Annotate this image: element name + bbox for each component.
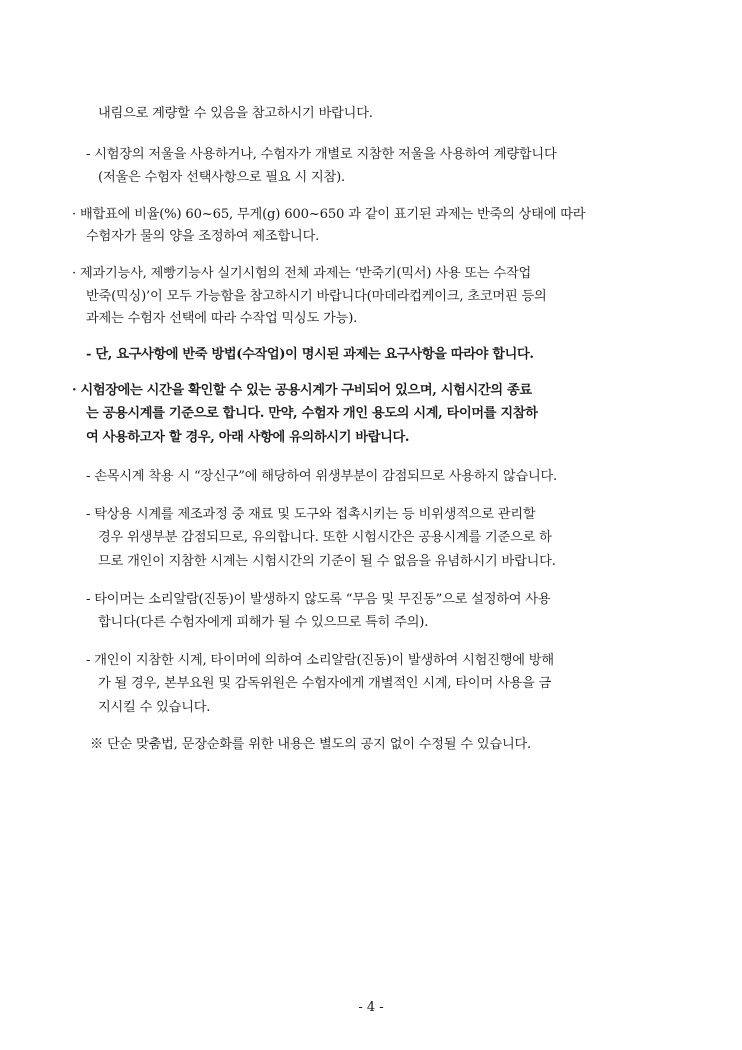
clock-bullet-line-3: 여 사용하고자 할 경우, 아래 사항에 유의하시기 바랍니다. xyxy=(86,430,410,445)
timer-dash-line-1: - 타이머는 소리알람(진동)이 발생하지 않도록 “무음 및 무진동”으로 설정하여 사용 xyxy=(86,592,551,607)
continuation-line: 내림으로 계량할 수 있음을 참고하시기 바랍니다. xyxy=(98,106,373,121)
alarm-dash-line-1: - 개인이 지참한 시계, 타이머에 의하여 소리알람(진동)이 발생하여 시험진행에 방해 xyxy=(86,653,554,668)
mixer-bullet-line-1: · 제과기능사, 제빵기능사 실기시험의 전체 과제는 ‘반죽기(믹서) 사용 또는 수작업 xyxy=(72,266,532,281)
alarm-dash-line-2: 가 될 경우, 본부요원 및 감독위원은 수험자에게 개별적인 시계, 타이머 사용을 금 xyxy=(98,676,552,691)
timer-dash-line-2: 합니다(다른 수험자에게 피해가 될 수 있으므로 특히 주의). xyxy=(98,615,429,630)
tabletop-dash-line-1: - 탁상용 시계를 제조과정 중 재료 및 도구와 접촉시키는 등 비위생적으로 관리할 xyxy=(86,507,536,522)
scale-dash-line-2: (저울은 수험자 선택사항으로 필요 시 지참). xyxy=(98,170,346,185)
scale-dash-line-1: - 시험장의 저울을 사용하거나, 수험자가 개별로 지참한 저울을 사용하여 계량합니다 xyxy=(86,147,557,162)
page-number: - 4 - xyxy=(358,1000,384,1015)
watch-dash-line: - 손목시계 착용 시 “장신구”에 해당하여 위생부분이 감점되므로 사용하지 않습니다. xyxy=(86,469,558,484)
alarm-dash-line-3: 지시킬 수 있습니다. xyxy=(98,700,211,715)
tabletop-dash-line-2: 경우 위생부분 감점되므로, 유의합니다. 또한 시험시간은 공용시계를 기준으로 하 xyxy=(98,530,552,545)
mixer-bullet-line-3: 과제는 수험자 선택에 따라 수작업 믹싱도 가능). xyxy=(86,311,358,326)
ratio-bullet-line-1: · 배합표에 비율(%) 60~65, 무게(g) 600~650 과 같이 표기된 과제는 반죽의 상태에 따라 xyxy=(72,207,586,222)
revision-note: ※ 단순 맞춤법, 문장순화를 위한 내용은 별도의 공지 없이 수정될 수 있습니다. xyxy=(90,737,532,752)
mixer-bullet-line-2: 반죽(믹싱)’이 모두 가능함을 참고하시기 바랍니다(마데라컵케이크, 초코머핀 등의 xyxy=(86,289,547,304)
ratio-bullet-line-2: 수험자가 물의 양을 조정하여 제조합니다. xyxy=(86,229,320,244)
clock-bullet-line-2: 는 공용시계를 기준으로 합니다. 만약, 수험자 개인 용도의 시계, 타이머를 지참하 xyxy=(86,406,538,421)
clock-bullet-line-1: · 시험장에는 시간을 확인할 수 있는 공용시계가 구비되어 있으며, 시험시간의 종료 xyxy=(72,383,532,398)
mixer-dash-bold-line: - 단, 요구사항에 반죽 방법(수작업)이 명시된 과제는 요구사항을 따라야 합니다. xyxy=(86,347,534,362)
tabletop-dash-line-3: 므로 개인이 지참한 시계는 시험시간의 기준이 될 수 없음을 유념하시기 바랍니다. xyxy=(98,554,556,569)
